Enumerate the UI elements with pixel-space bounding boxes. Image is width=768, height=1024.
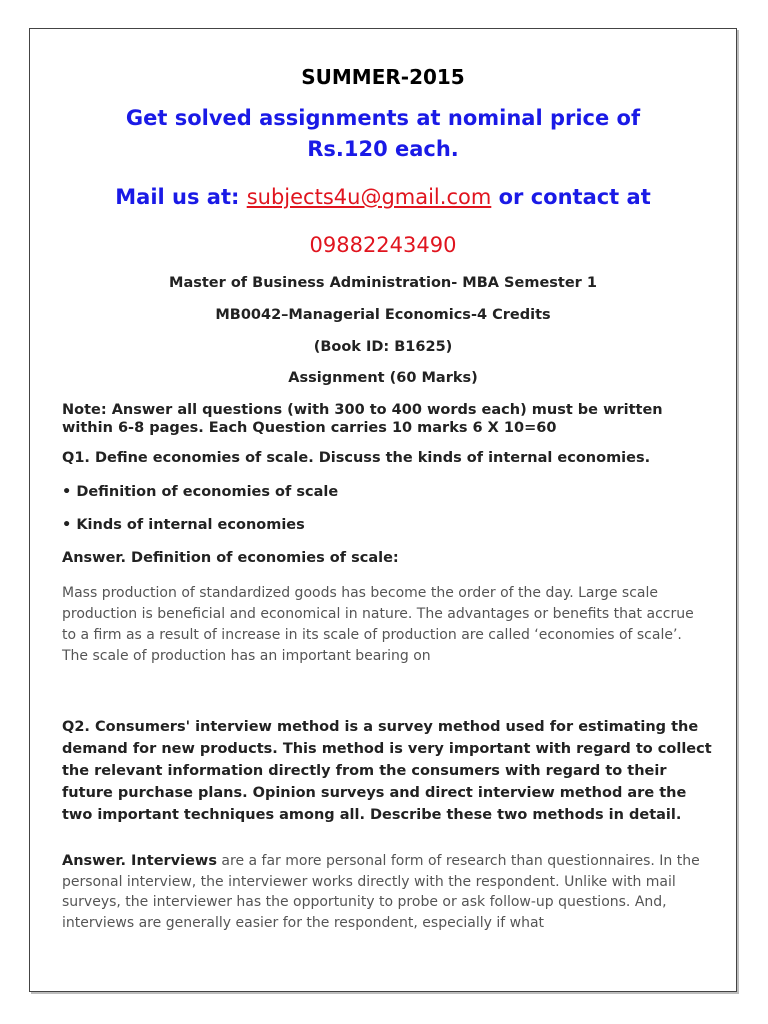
document-page <box>29 28 737 992</box>
mail-line <box>30 182 736 213</box>
question-2: Q2. Consumers' interview method is a survey method used for estimating the demand for new products. This method is very important with regard to collect the relevant information directly from the consumers with regard to their future purchase plans. Opinion surveys and direct interview method are the two important techniques among all. Describe these two methods in detail. <box>62 719 712 823</box>
q2-answer-text: are a far more personal form of research than questionnaires. In the personal interview, the interviewer works directly with the respondent. Unlike with mail surveys, the interviewer has the opportunity to probe or ask follow-up questions. And, interviews are generally easier for the respondent, especially if what <box>62 853 700 931</box>
q2-answer <box>62 851 712 933</box>
instructions-note: Note: Answer all questions (with 300 to 400 words each) must be written within 6-8 pages. Each Question carries 10 marks 6 X 10=60 <box>62 402 663 436</box>
email-link[interactable]: subjects4u@gmail.com <box>246 185 492 209</box>
q1-answer-heading: Answer. Definition of economies of scale: <box>62 550 399 566</box>
promo-text <box>30 103 736 165</box>
phone-number: 09882243490 <box>309 233 457 257</box>
promo-line-1: Get solved assignments at nominal price of <box>125 106 641 130</box>
promo-line-2: Rs.120 each. <box>307 137 459 161</box>
q1-answer-text: Mass production of standardized goods has become the order of the day. Large scale production is beneficial and economical in nature. The advantages or benefits that accrue to a firm as a result of increase in its scale of production are called ‘economies of scale’. The scale of production has an important bearing on <box>62 585 694 664</box>
q1-bullet-1: • Definition of economies of scale <box>62 484 339 500</box>
question-1: Q1. Define economies of scale. Discuss the kinds of internal economies. <box>62 450 651 466</box>
program-name: Master of Business Administration- MBA Semester 1 <box>169 275 597 291</box>
mail-prefix: Mail us at: <box>115 185 247 209</box>
mail-suffix: or contact at <box>491 185 651 209</box>
assignment-marks: Assignment (60 Marks) <box>288 370 478 386</box>
document-title: SUMMER-2015 <box>301 65 465 89</box>
subject-name: MB0042–Managerial Economics-4 Credits <box>215 307 551 323</box>
book-id: (Book ID: B1625) <box>313 339 453 355</box>
q2-answer-lead: Answer. Interviews <box>62 853 217 869</box>
q1-bullet-2: • Kinds of internal economies <box>62 517 305 533</box>
